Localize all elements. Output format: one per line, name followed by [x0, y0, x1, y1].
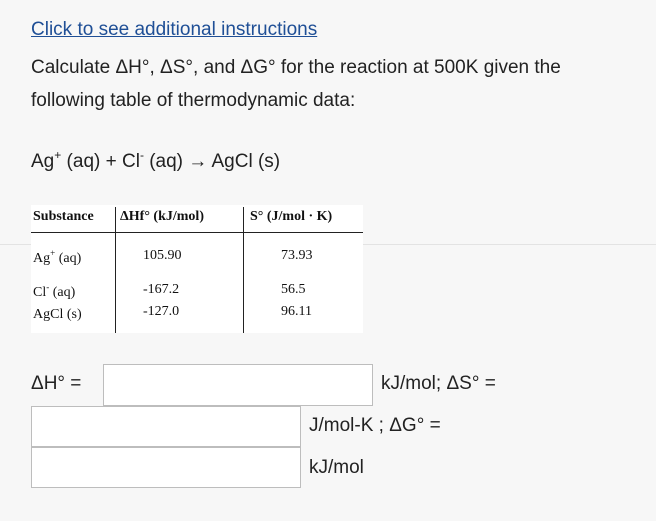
- table-header-entropy: S° (J/mol · K): [250, 209, 333, 224]
- table-column-rule: [115, 207, 116, 333]
- delta-g-input[interactable]: [31, 447, 301, 488]
- table-header-rule: [31, 232, 363, 233]
- table-cell-enthalpy: -127.0: [143, 304, 180, 319]
- reaction-part: (aq) + Cl: [61, 151, 140, 172]
- table-column-rule: [243, 207, 244, 333]
- table-cell-entropy: 96.11: [281, 304, 312, 319]
- table-cell-substance: Ag+ (aq): [33, 248, 82, 266]
- question-text: Calculate ΔH°, ΔS°, and ΔG° for the reaction at 500K given the following table of thermodynamic data:: [31, 57, 561, 111]
- table-cell-entropy: 73.93: [281, 248, 313, 263]
- delta-h-input[interactable]: [103, 364, 373, 406]
- reaction-equation: [31, 148, 280, 173]
- delta-h-label: ΔH° =: [31, 373, 82, 394]
- table-cell-entropy: 56.5: [281, 282, 306, 297]
- table-cell-substance: AgCl (s): [33, 307, 82, 322]
- reaction-part: Ag: [31, 151, 55, 172]
- table-cell-enthalpy: 105.90: [143, 248, 182, 263]
- delta-g-unit-label: kJ/mol: [309, 457, 364, 478]
- reaction-charge: +: [54, 148, 62, 162]
- reaction-part: (aq) → AgCl (s): [143, 151, 281, 172]
- delta-h-unit-delta-s-label: kJ/mol; ΔS° =: [381, 373, 496, 394]
- reaction-charge: -: [139, 148, 144, 162]
- thermo-data-table: [31, 205, 363, 333]
- delta-s-input[interactable]: [31, 406, 301, 447]
- table-cell-substance: Cl- (aq): [33, 282, 76, 300]
- additional-instructions-link[interactable]: Click to see additional instructions: [31, 19, 318, 40]
- table-header-substance: Substance: [33, 209, 94, 224]
- delta-s-unit-delta-g-label: J/mol-K ; ΔG° =: [309, 415, 441, 436]
- table-cell-enthalpy: -167.2: [143, 282, 180, 297]
- table-header-enthalpy: ΔHf° (kJ/mol): [120, 209, 204, 224]
